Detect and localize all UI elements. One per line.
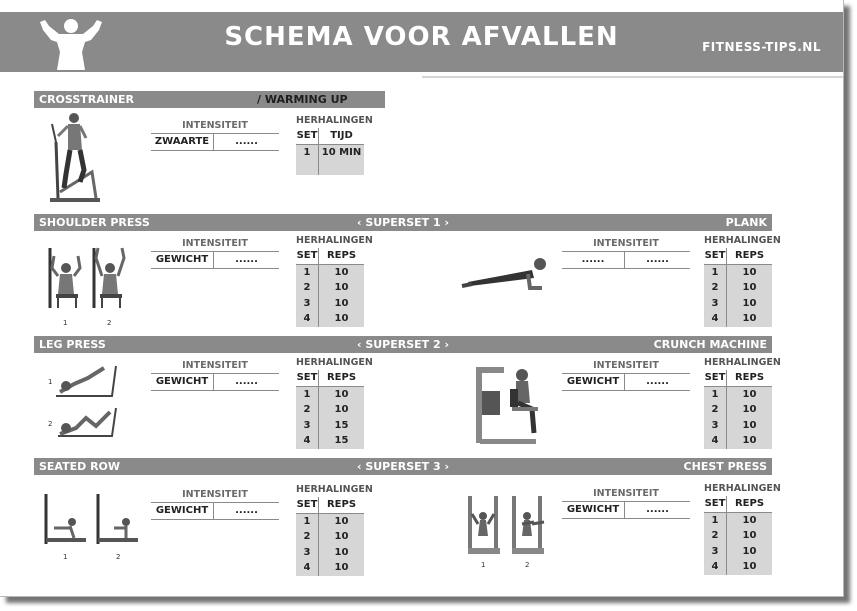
intensity-label: GEWICHT [151, 503, 214, 519]
set-number: 4 [296, 560, 319, 576]
reps-title: HERHALINGEN [296, 235, 373, 246]
intensity-row [151, 503, 279, 520]
intensity-row [562, 374, 690, 391]
intensity-row [562, 502, 690, 519]
table-row [296, 560, 364, 576]
table-row [704, 311, 772, 327]
table-row [296, 145, 364, 161]
table-row [704, 418, 772, 434]
intensity-label: GEWICHT [562, 502, 625, 518]
set-value: 10 [334, 297, 349, 309]
superset-2-left-exercise: LEG PRESS [39, 338, 106, 351]
seated-row-illustration [42, 492, 142, 548]
superset-1-bar [34, 214, 772, 231]
set-value: 10 [334, 388, 349, 400]
intensity-value: ...... [235, 376, 258, 387]
crosstrainer-illustration [46, 112, 104, 204]
table-row [296, 418, 364, 434]
set-number: 4 [296, 433, 319, 449]
superset-2-right-exercise: CRUNCH MACHINE [653, 338, 767, 351]
set-number: 4 [704, 559, 727, 575]
table-row [296, 402, 364, 418]
reps-column-header [296, 497, 364, 514]
set-value: 10 [334, 562, 349, 573]
header-divider [422, 76, 843, 78]
col-set: SET [704, 248, 727, 264]
warmup-tag: / WARMING UP [257, 93, 348, 106]
set-number: 1 [704, 513, 727, 529]
leg-press-reps-table [296, 356, 373, 449]
set-number: 1 [296, 265, 319, 281]
set-number: 3 [296, 296, 319, 312]
reps-column-header [296, 128, 364, 145]
set-number: 4 [704, 433, 727, 449]
site-name: FITNESS-TIPS.NL [702, 40, 821, 54]
superset-3-right-exercise: CHEST PRESS [683, 460, 767, 473]
set-value: 10 [742, 266, 757, 278]
table-row [704, 544, 772, 560]
col-value: REPS [326, 250, 357, 261]
table-row [704, 433, 772, 449]
set-value: 10 [334, 546, 349, 558]
table-row-empty [296, 160, 364, 175]
warmup-intensity [151, 119, 279, 151]
reps-column-header [296, 370, 364, 387]
col-value: REPS [734, 498, 765, 509]
set-value-empty [319, 160, 364, 175]
set-number: 3 [704, 296, 727, 312]
set-value: 10 [742, 561, 757, 572]
superset-2-bar [34, 336, 772, 353]
intensity-title: INTENSITEIT [562, 359, 690, 374]
table-row [704, 265, 772, 281]
set-number: 1 [296, 387, 319, 403]
reps-column-header [296, 248, 364, 265]
superset-1-right-exercise: PLANK [725, 216, 767, 229]
set-number: 2 [296, 402, 319, 418]
reps-column-header [704, 496, 772, 513]
table-row [296, 265, 364, 281]
warmup-exercise-name: CROSSTRAINER [39, 93, 135, 106]
table-row [296, 296, 364, 312]
intensity-row [151, 252, 279, 269]
set-value: 10 [334, 531, 349, 542]
warmup-bar [34, 91, 385, 108]
set-value: 10 [742, 514, 757, 526]
set-value: 10 [334, 282, 349, 293]
intensity-title: INTENSITEIT [151, 237, 279, 252]
table-row [704, 513, 772, 529]
figure-number: 2 [107, 319, 112, 327]
set-value: 10 [742, 297, 757, 309]
set-number: 1 [296, 145, 319, 161]
chest-press-illustration [464, 492, 550, 558]
set-number: 3 [704, 418, 727, 434]
set-number: 3 [296, 418, 319, 434]
table-row [704, 387, 772, 403]
intensity-row [151, 374, 279, 391]
plank-intensity [562, 237, 690, 269]
set-number-empty [296, 160, 319, 175]
intensity-value: ...... [235, 254, 258, 265]
set-value: 10 [334, 515, 349, 527]
chest-press-intensity [562, 487, 690, 519]
crunch-machine-illustration [472, 363, 544, 447]
set-value: 10 [742, 282, 757, 293]
col-set: SET [704, 496, 727, 512]
set-value: 10 [742, 404, 757, 415]
intensity-title: INTENSITEIT [151, 359, 279, 374]
intensity-title: INTENSITEIT [151, 488, 279, 503]
col-set: SET [296, 128, 319, 144]
chest-press-reps-table [704, 482, 781, 575]
col-value: REPS [326, 372, 357, 383]
intensity-label: GEWICHT [151, 252, 214, 268]
set-value: 10 [742, 313, 757, 324]
table-row [296, 545, 364, 561]
set-value: 10 [742, 545, 757, 557]
warmup-reps-table [296, 114, 373, 175]
col-value: TIJD [330, 130, 353, 141]
figure-number: 1 [48, 378, 53, 386]
col-set: SET [296, 497, 319, 513]
col-value: REPS [734, 372, 765, 383]
figure-number: 2 [116, 553, 121, 561]
shoulder-press-reps-table [296, 234, 373, 327]
intensity-value: ...... [646, 376, 669, 387]
table-row [296, 311, 364, 327]
table-row [296, 514, 364, 530]
reps-title: HERHALINGEN [704, 357, 781, 368]
set-number: 1 [704, 265, 727, 281]
leg-press-illustration [52, 364, 122, 442]
table-row [704, 280, 772, 296]
superset-2-label: ‹ SUPERSET 2 › [356, 338, 450, 351]
figure-number: 1 [63, 319, 68, 327]
seated-row-intensity [151, 488, 279, 520]
reps-column-header [704, 248, 772, 265]
shoulder-press-illustration [44, 246, 134, 312]
intensity-row [562, 252, 690, 269]
superset-1-label: ‹ SUPERSET 1 › [356, 216, 450, 229]
set-number: 1 [296, 514, 319, 530]
intensity-label: GEWICHT [151, 374, 214, 390]
col-set: SET [704, 370, 727, 386]
intensity-title: INTENSITEIT [562, 487, 690, 502]
col-value: REPS [734, 250, 765, 261]
crunch-machine-intensity [562, 359, 690, 391]
set-value: 10 [742, 419, 757, 431]
table-row [704, 402, 772, 418]
set-number: 2 [296, 529, 319, 545]
intensity-title: INTENSITEIT [562, 237, 690, 252]
set-value: 15 [334, 419, 349, 431]
plank-illustration [458, 256, 550, 292]
table-row [296, 433, 364, 449]
table-row [296, 529, 364, 545]
figure-number: 1 [481, 561, 486, 569]
superset-3-label: ‹ SUPERSET 3 › [356, 460, 450, 473]
set-number: 2 [704, 528, 727, 544]
intensity-label: ...... [562, 252, 625, 268]
table-row [704, 296, 772, 312]
page-header [0, 12, 843, 72]
superset-1-left-exercise: SHOULDER PRESS [39, 216, 150, 229]
table-row [704, 559, 772, 575]
set-value: 10 [334, 404, 349, 415]
set-number: 2 [704, 280, 727, 296]
page-title: SCHEMA VOOR AFVALLEN [224, 22, 619, 52]
set-value: 10 [742, 435, 757, 446]
table-row [296, 280, 364, 296]
table-row [704, 528, 772, 544]
leg-press-intensity [151, 359, 279, 391]
intensity-row [151, 134, 279, 151]
reps-title: HERHALINGEN [296, 484, 373, 495]
set-value: 10 [334, 313, 349, 324]
intensity-label: GEWICHT [562, 374, 625, 390]
crunch-machine-reps-table [704, 356, 781, 449]
set-value: 15 [334, 435, 349, 446]
intensity-value: ...... [646, 254, 669, 265]
col-set: SET [296, 370, 319, 386]
set-value: 10 [334, 266, 349, 278]
intensity-value: ...... [235, 136, 258, 147]
set-number: 3 [704, 544, 727, 560]
reps-title: HERHALINGEN [704, 483, 781, 494]
seated-row-reps-table [296, 483, 373, 576]
col-value: REPS [326, 499, 357, 510]
superset-3-left-exercise: SEATED ROW [39, 460, 121, 473]
set-value: 10 MIN [321, 146, 362, 158]
set-number: 4 [704, 311, 727, 327]
intensity-value: ...... [235, 505, 258, 516]
reps-title: HERHALINGEN [296, 357, 373, 368]
figure-number: 2 [525, 561, 530, 569]
reps-title: HERHALINGEN [296, 115, 373, 126]
set-value: 10 [742, 530, 757, 541]
shoulder-press-intensity [151, 237, 279, 269]
intensity-value: ...... [646, 504, 669, 515]
reps-title: HERHALINGEN [704, 235, 781, 246]
plank-reps-table [704, 234, 781, 327]
set-number: 1 [704, 387, 727, 403]
set-number: 3 [296, 545, 319, 561]
superset-3-bar [34, 458, 772, 475]
set-number: 2 [704, 402, 727, 418]
col-set: SET [296, 248, 319, 264]
set-value: 10 [742, 388, 757, 400]
set-number: 4 [296, 311, 319, 327]
figure-number: 2 [48, 420, 53, 428]
table-row [296, 387, 364, 403]
figure-number: 1 [63, 553, 68, 561]
intensity-title: INTENSITEIT [151, 119, 279, 134]
set-number: 2 [296, 280, 319, 296]
intensity-label: ZWAARTE [151, 134, 214, 150]
reps-column-header [704, 370, 772, 387]
